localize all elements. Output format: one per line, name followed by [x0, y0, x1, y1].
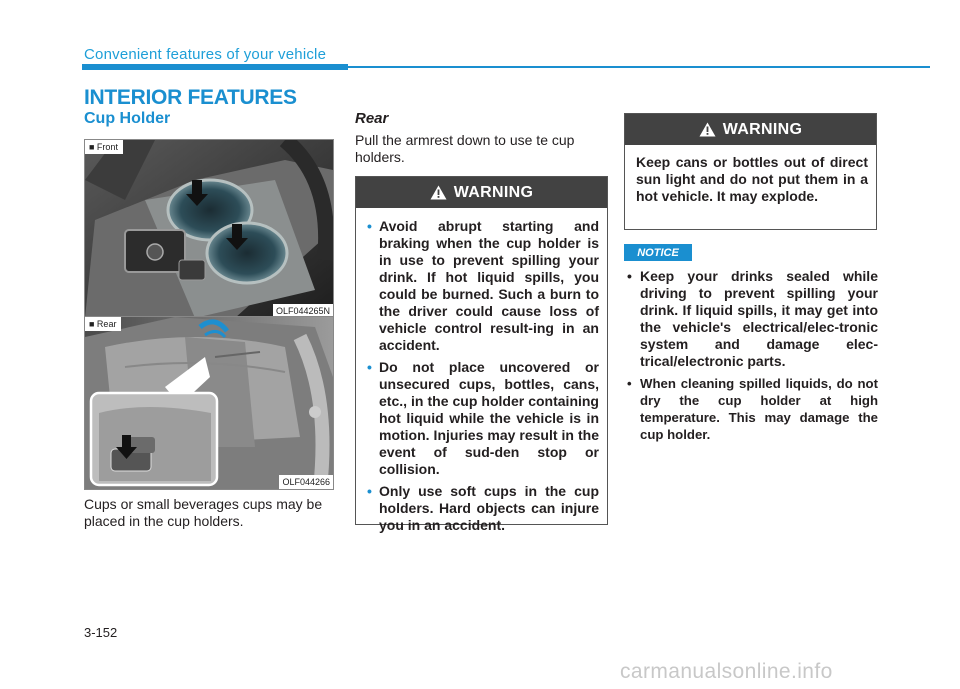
notice-badge: NOTICE — [624, 244, 692, 261]
cup-holder-description: Cups or small beverages cups may be placed in the cup holders. — [84, 496, 323, 529]
notice-list — [624, 268, 878, 448]
warning-item: • Only use soft cups in the cup holders. Hard objects can injure you in an accident. — [367, 483, 599, 533]
warning-triangle-icon — [430, 185, 447, 200]
warning-title: WARNING — [722, 120, 803, 138]
warning-triangle-icon — [699, 122, 716, 137]
rear-description: Pull the armrest down to use te cup holders. — [355, 132, 575, 165]
notice-item: • When cleaning spilled liquids, do not dry the cup holder at high temperature. This may damage the cup holder. — [627, 376, 878, 442]
front-cup-holder-photo — [84, 139, 334, 319]
warning-list — [356, 208, 607, 534]
rear-heading: Rear — [355, 110, 389, 127]
photo-label-front: ■ Front — [85, 140, 123, 154]
photo-code-front: OLF044265N — [273, 304, 333, 318]
photo-label-rear: ■ Rear — [85, 317, 121, 331]
section-header: Convenient features of your vehicle — [84, 46, 327, 63]
page-title: INTERIOR FEATURES — [84, 86, 297, 109]
section-subtitle: Cup Holder — [84, 110, 171, 127]
warning-item: • Avoid abrupt starting and braking when the cup holder is in use to prevent spilling your drink. If hot liquid spills, you could be burned. Such a burn to the driver could cause loss of vehicle control result-ing in an accident. — [367, 218, 599, 353]
photo-code-rear: OLF044266 — [279, 475, 333, 489]
rear-cup-holder-photo — [84, 316, 334, 490]
warning-box-heat — [624, 113, 877, 230]
warning-item: • Do not place uncovered or unsecured cups, bottles, cans, etc., in the cup holder containing hot liquid while the vehicle is in motion. Injuries may result in the event of sud-den stop or collision. — [367, 359, 599, 477]
warning-box-cup-holder — [355, 176, 608, 533]
warning-header — [356, 177, 607, 208]
watermark: carmanualsonline.info — [620, 660, 833, 683]
rear-seat-illustration — [85, 317, 333, 489]
notice-item: • Keep your drinks sealed while driving to prevent spilling your drink. If liquid spills, it may get into the vehicle's electrical/elec-tronic system and damage elec-trical/electronic parts. — [627, 268, 878, 369]
warning-title: WARNING — [453, 183, 534, 201]
warning-header — [625, 114, 876, 145]
header-tab-bar — [82, 64, 348, 70]
page-number: 3-152 — [84, 625, 118, 640]
warning-text: Keep cans or bottles out of direct sun light and do not put them in a hot vehicle. It may explode. — [636, 154, 868, 204]
front-console-illustration — [85, 140, 333, 318]
